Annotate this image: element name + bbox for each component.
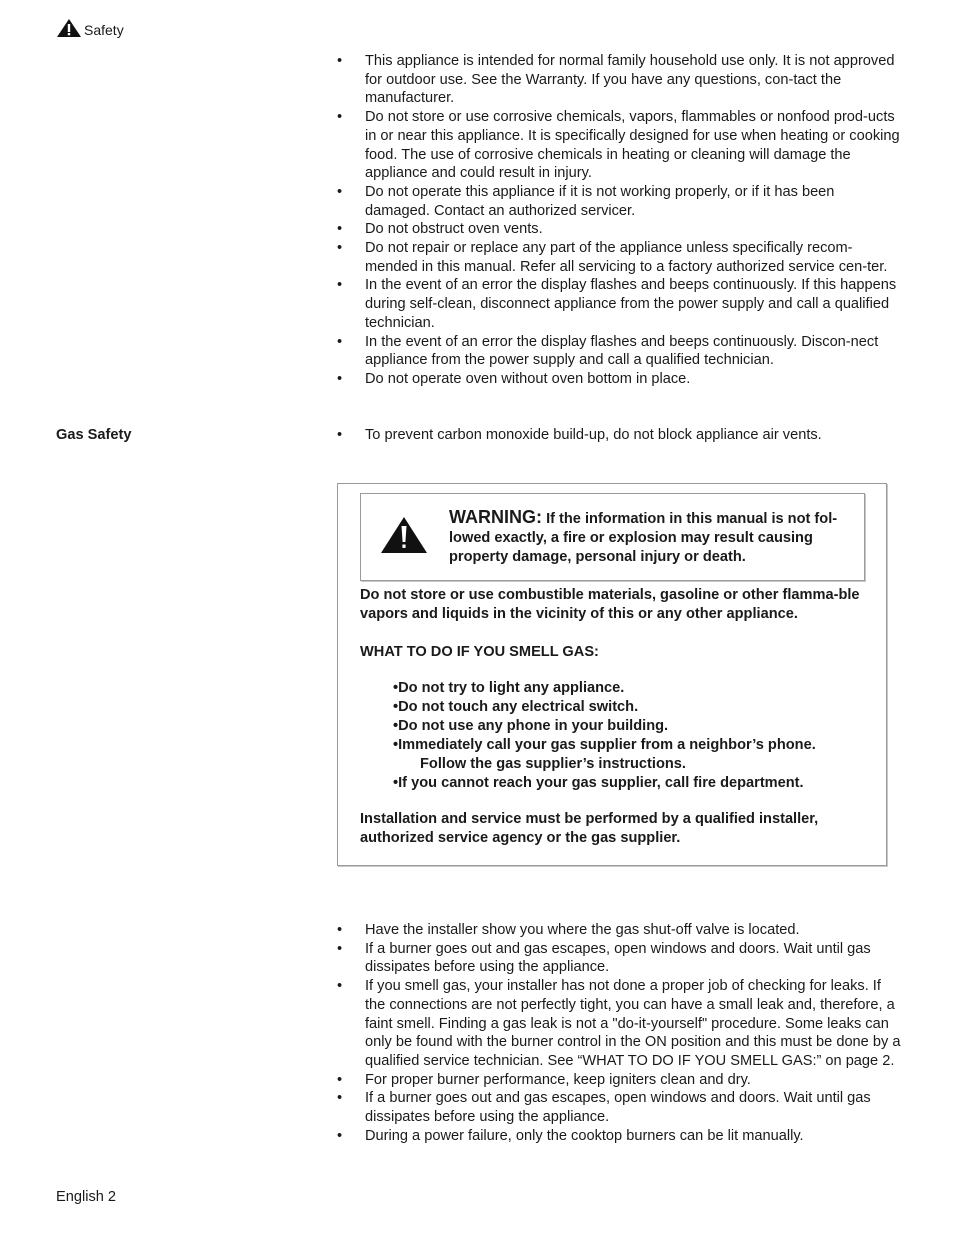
list-item: • In the event of an error the display flashes and beeps continuously. If this happens during self-clean, disconnect appliance from the power supply and call a qualified technician. bbox=[337, 277, 897, 331]
list-item: • Do not obstruct oven vents. bbox=[337, 221, 543, 238]
list-item: • If a burner goes out and gas escapes, open windows and doors. Wait until gas dissipates before using the appliance. bbox=[337, 940, 871, 976]
list-item: • If you smell gas, your installer has not done a proper job of checking for leaks. If the connections are not perfectly tight, you can have a small leak and, therefore, a faint smell. Finding a gas leak is not a "do-it-yourself" procedure. Some leaks can only be found with the burner control in the ON position and this must be done by a qualified service technician. See “WHAT TO DO IF YOU SMELL GAS:” on page 2. bbox=[337, 978, 901, 1069]
page-footer: English 2 bbox=[56, 1189, 117, 1205]
page-header bbox=[56, 18, 124, 38]
bullet-mark: • bbox=[337, 53, 343, 69]
list-item: • If a burner goes out and gas escapes, open windows and doors. Wait until gas dissipates before using the appliance. bbox=[337, 1090, 871, 1126]
bullet-mark: • bbox=[337, 427, 343, 443]
list-item: • This appliance is intended for normal family household use only. It is not approved for outdoor use. See the Warranty. If you have any questions, con-tact the manufacturer. bbox=[337, 53, 895, 107]
bullet-mark: • bbox=[337, 333, 343, 350]
list-item: •If you cannot reach your gas supplier, call fire department. bbox=[393, 775, 804, 791]
list-item: •Do not use any phone in your building. bbox=[393, 718, 669, 734]
gas-warning-box bbox=[337, 483, 887, 866]
bullet-mark: • bbox=[337, 940, 343, 957]
gas-bullet-list bbox=[337, 921, 902, 1145]
combustibles-warning: Do not store or use combustible materials, gasoline or other flamma-ble vapors and liquids in the vicinity of this or any other appliance. bbox=[360, 587, 860, 622]
section-title: Safety bbox=[84, 22, 124, 38]
bullet-mark: • bbox=[337, 109, 343, 126]
bullet-mark: • bbox=[337, 221, 343, 238]
bullet-mark: • bbox=[337, 1127, 343, 1144]
smell-gas-heading: WHAT TO DO IF YOU SMELL GAS: bbox=[360, 644, 599, 660]
bullet-mark: • bbox=[337, 1090, 343, 1107]
warning-triangle-icon bbox=[380, 516, 428, 554]
gas-safety-heading: Gas Safety bbox=[56, 427, 132, 443]
warning-message: If the information in this manual is not fol-lowed exactly, a fire or explosion may result causing property damage, personal injury or death. bbox=[449, 511, 838, 565]
gas-safety-list bbox=[337, 426, 902, 445]
list-item: • To prevent carbon monoxide build-up, do not block appliance air vents. bbox=[337, 427, 822, 443]
warning-header-box bbox=[360, 493, 865, 581]
list-item-continuation: Follow the gas supplier’s instructions. bbox=[420, 756, 686, 772]
list-item: • During a power failure, only the cooktop burners can be lit manually. bbox=[337, 1127, 804, 1144]
warning-triangle-icon bbox=[56, 18, 82, 38]
list-item: • Have the installer show you where the gas shut-off valve is located. bbox=[337, 922, 800, 938]
list-item: • Do not repair or replace any part of the appliance unless specifically recom-mended in this manual. Refer all servicing to a factory authorized service cen-ter. bbox=[337, 240, 888, 275]
bullet-mark: • bbox=[337, 370, 343, 387]
bullet-mark: • bbox=[337, 240, 343, 257]
list-item: • Do not operate this appliance if it is not working properly, or if it has been damaged. Contact an authorized servicer. bbox=[337, 183, 835, 219]
bullet-mark: • bbox=[337, 978, 343, 995]
smell-gas-steps bbox=[393, 679, 816, 793]
bullet-mark: • bbox=[337, 922, 343, 938]
list-item: •Immediately call your gas supplier from a neighbor’s phone. Follow the gas supplier’s instructions. bbox=[393, 737, 816, 772]
list-item: • For proper burner performance, keep igniters clean and dry. bbox=[337, 1071, 751, 1088]
safety-bullet-list bbox=[337, 52, 902, 389]
bullet-mark: • bbox=[337, 277, 343, 294]
list-item: • In the event of an error the display flashes and beeps continuously. Discon-nect appliance from the power supply and call a qualified technician. bbox=[337, 333, 879, 369]
list-item: •Do not touch any electrical switch. bbox=[393, 699, 639, 715]
installation-notice: Installation and service must be performed by a qualified installer, authorized service agency or the gas supplier. bbox=[360, 811, 819, 846]
warning-label: WARNING: bbox=[449, 507, 542, 527]
warning-statement bbox=[449, 508, 861, 567]
list-item: • Do not operate oven without oven bottom in place. bbox=[337, 370, 691, 387]
list-item: •Do not try to light any appliance. bbox=[393, 680, 625, 696]
bullet-mark: • bbox=[337, 183, 343, 200]
list-item: • Do not store or use corrosive chemicals, vapors, flammables or nonfood prod-ucts in or near this appliance. It is specifically designed for use when heating or cooking food. The use of corrosive chemicals in heating or cleaning will damage the appliance and could result in injury. bbox=[337, 109, 900, 182]
bullet-mark: • bbox=[337, 1071, 343, 1088]
